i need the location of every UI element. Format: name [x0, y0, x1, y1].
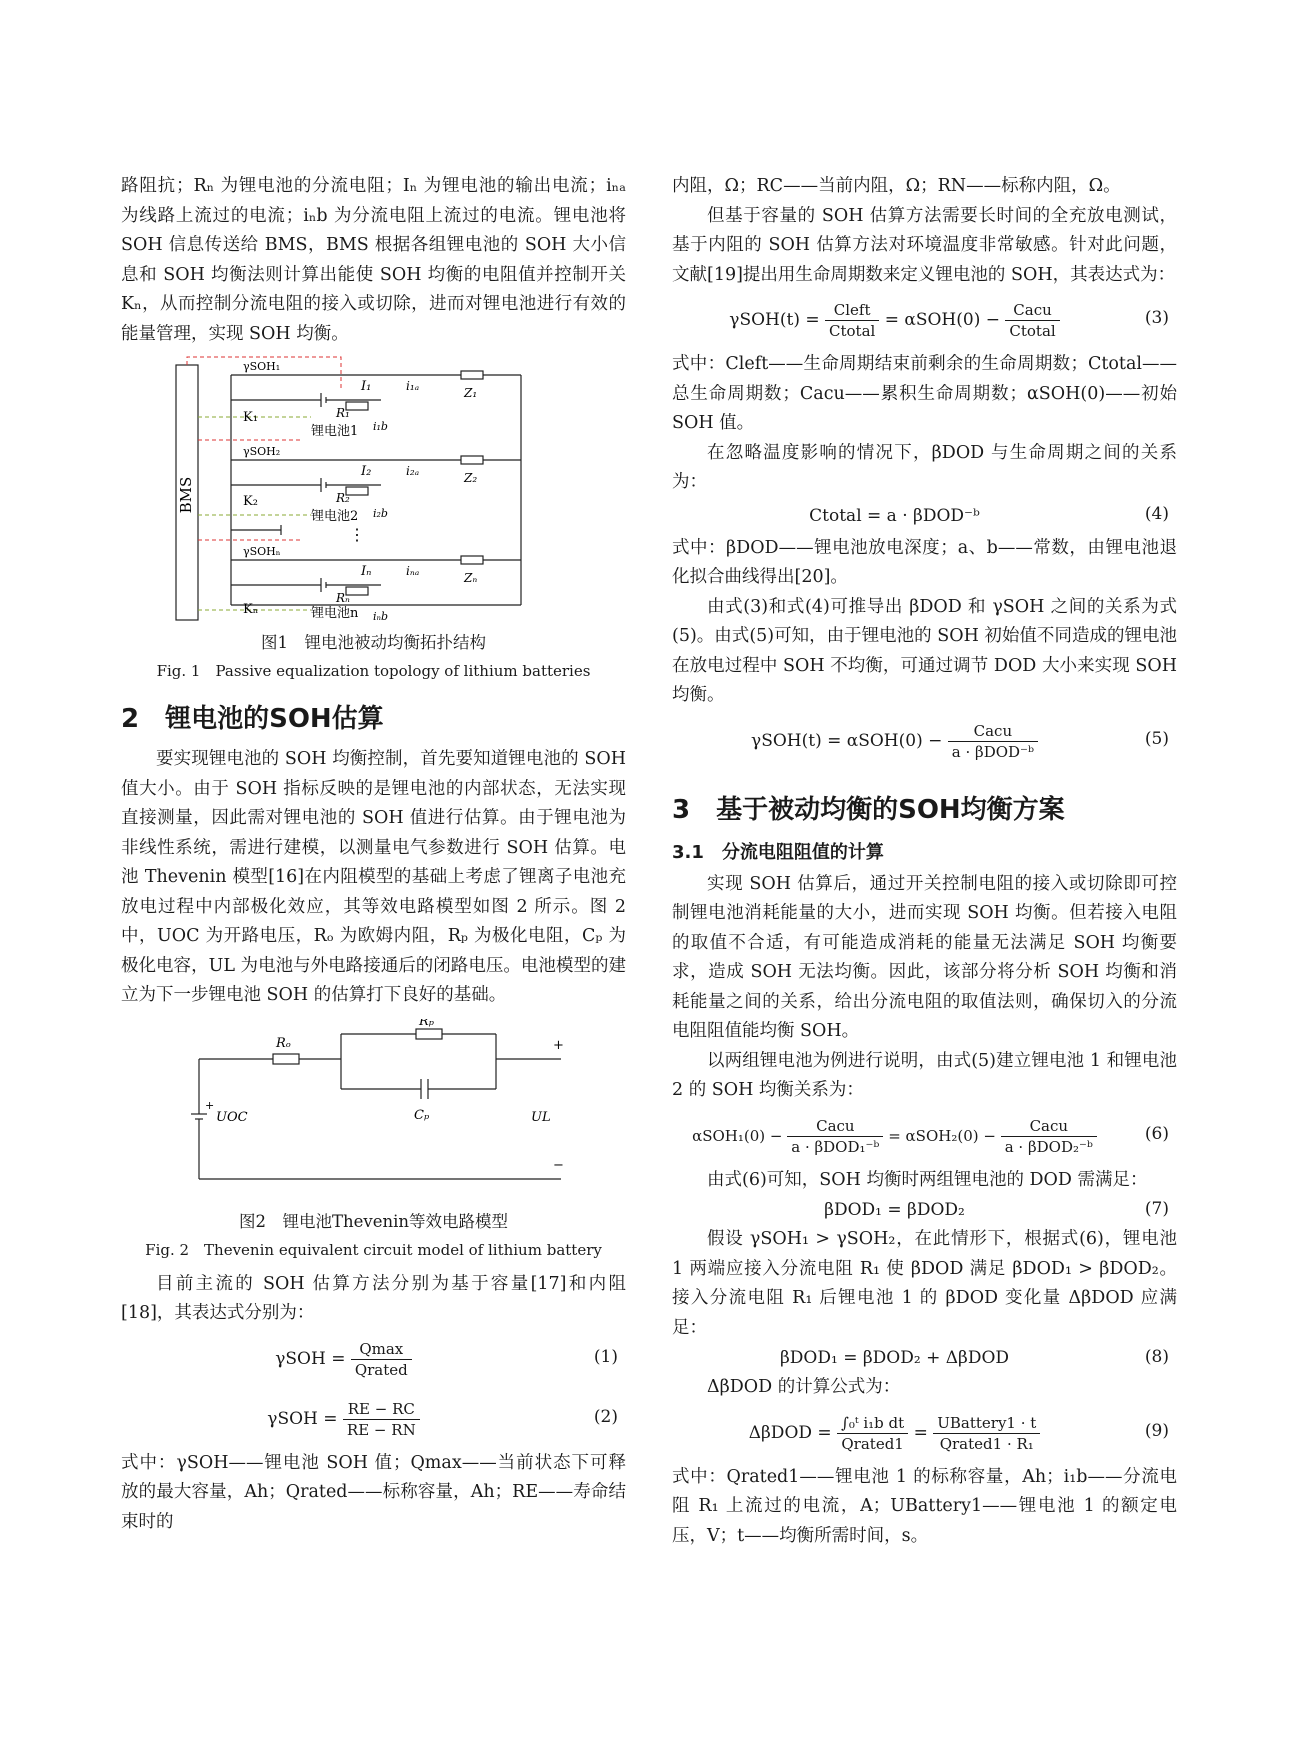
- plus-terminal: +: [553, 1037, 564, 1053]
- i1b-label: i₁b: [373, 420, 388, 433]
- eq3-den-1: Ctotal: [829, 322, 876, 340]
- eq1-denominator: Qrated: [354, 1360, 408, 1379]
- eq6-num-1: Cacu: [787, 1116, 883, 1137]
- battery-2-label: 锂电池2: [311, 509, 359, 524]
- right-column: [672, 172, 1177, 1551]
- eq6-den-2: a · βDOD₂⁻ᵇ: [1004, 1138, 1093, 1156]
- eq7-body: βDOD₁ = βDOD₂: [824, 1200, 965, 1220]
- eq6-num-2: Cacu: [1001, 1116, 1097, 1137]
- eq4-body: Ctotal = a · βDOD⁻ᵇ: [809, 505, 980, 526]
- equation-8: [672, 1343, 1177, 1373]
- eq5-denominator: a · βDOD⁻ᵇ: [951, 742, 1034, 761]
- eq9-mid: =: [913, 1422, 928, 1443]
- eq5-numerator: Cacu: [948, 721, 1038, 742]
- eq3-mid: = αSOH(0) −: [884, 310, 1000, 330]
- paragraph-delta: ΔβDOD 的计算公式为：: [707, 1377, 901, 1397]
- paragraph-intro: 路阻抗；Rₙ 为锂电池的分流电阻；Iₙ 为锂电池的输出电流；iₙₐ 为线路上流过的电流；iₙb 为分流电阻上流过的电流。锂电池将 SOH 信息传送给 BMS，BMS 根据各组锂电池的 SOH 大小信息和 SOH 均衡法则计算出能使 SOH 均衡的电阻值并控制开关 Kₙ，从而控制分流电阻的接入或切除，进而对锂电池进行有效的能量管理，实现 SOH 均衡。: [121, 176, 626, 344]
- ul-label: UL: [531, 1109, 551, 1125]
- paragraph-eq6-implies: 由式(6)可知，SOH 均衡时两组锂电池的 DOD 需满足：: [707, 1169, 1148, 1190]
- equation-9: [672, 1403, 1177, 1463]
- inb-label: iₙb: [373, 610, 389, 623]
- battery-n-label: 锂电池n: [311, 606, 359, 621]
- i2b-label: i₂b: [373, 507, 388, 520]
- eq6-a: αSOH₁(0) −: [692, 1126, 783, 1145]
- paragraph-derive: 由式(3)和式(4)可推导出 βDOD 和 γSOH 之间的关系为式(5)。由式(5)可知，由于锂电池的 SOH 初始值不同造成的锂电池在放电过程中 SOH 不均衡，可通过调节 DOD 大小来实现 SOH 均衡。: [672, 596, 1177, 705]
- eq8-number: (8): [1144, 1347, 1169, 1367]
- section-3-heading: 3 基于被动均衡的SOH均衡方案: [672, 794, 1065, 825]
- figure-2-caption-cn: 图2 锂电池Thevenin等效电路模型: [238, 1211, 508, 1231]
- paragraph-implementation: 实现 SOH 估算后，通过开关控制电阻的接入或切除即可控制锂电池消耗能量的大小，进而实现 SOH 均衡。但若接入电阻的取值不合适，有可能造成消耗的能量无法满足 SOH 均衡要求，造成 SOH 无法均衡。因此，该部分将分析 SOH 均衡和消耗能量之间的关系，给出分流电阻的取值法则，确保切入的分流电阻阻值能均衡 SOH。: [672, 873, 1177, 1041]
- rp-label: Rₚ: [419, 1018, 434, 1029]
- eq9-num-2: UBattery1 · t: [933, 1413, 1040, 1434]
- eq3-lhs: γSOH(t) =: [729, 310, 820, 330]
- eq9-den-1: Qrated1: [841, 1434, 904, 1453]
- eq7-number: (7): [1144, 1199, 1169, 1219]
- paragraph-soh-estimation: 要实现锂电池的 SOH 均衡控制，首先要知道锂电池的 SOH 值大小。由于 SOH 指标反映的是锂电池的内部状态，无法实现直接测量，因此需对锂电池的 SOH 值进行估算。由于锂电池为非线性系统，需进行建模，以测量电气参数进行 SOH 估算。电池 Thevenin 模型[16]在内阻模型的基础上考虑了锂离子电池充放电过程中内部极化效应，其等效电路模型如图 2 所示。图 2 中，UOC 为开路电压，Rₒ 为欧姆内阻，Rₚ 为极化电阻，Cₚ 为极化电容，UL 为电池与外电路接通后的闭路电压。电池模型的建立为下一步锂电池 SOH 的估算打下良好的基础。: [121, 749, 626, 1005]
- eq9-number: (9): [1144, 1420, 1169, 1441]
- paragraph-assume: 假设 γSOH₁ > γSOH₂，在此情形下，根据式(6)，锂电池 1 两端应接入分流电阻 R₁ 使 βDOD 满足 βDOD₁ > βDOD₂。接入分流电阻 R₁ 后锂电池 1 的 βDOD 变化量 ΔβDOD 应满足：: [672, 1229, 1177, 1338]
- paragraph-where-3: 式中：Cleft——生命周期结束前剩余的生命周期数；Ctotal——总生命周期数；Cacu——累积生命周期数；αSOH(0)——初始 SOH 值。: [672, 354, 1177, 433]
- paragraph-temperature: 在忽略温度影响的情况下，βDOD 与生命周期之间的关系为：: [672, 442, 1177, 492]
- in-label: Iₙ: [361, 564, 372, 579]
- ro-label: Rₒ: [276, 1035, 291, 1051]
- eq6-mid: = αSOH₂(0) −: [888, 1126, 996, 1145]
- passive-equalization-diagram: [121, 355, 626, 625]
- z2-label: Z₂: [464, 471, 478, 485]
- kn-label: Kₙ: [243, 602, 259, 617]
- eq3-num-1: Cleft: [825, 300, 879, 321]
- i1-label: I₁: [361, 379, 372, 394]
- paragraph-where-1-2: 式中：γSOH——锂电池 SOH 值；Qmax——当前状态下可释放的最大容量，Ah；Qrated——标称容量，Ah；RE——寿命结束时的: [121, 1452, 626, 1532]
- ina-label: iₙₐ: [406, 564, 420, 578]
- eq4-number: (4): [1144, 503, 1169, 524]
- eq6-number: (6): [1144, 1123, 1169, 1144]
- k2-label: K₂: [243, 494, 258, 509]
- equation-5: [672, 711, 1177, 771]
- equation-7: [672, 1195, 1177, 1225]
- eq3-num-2: Cacu: [1005, 300, 1059, 321]
- figure-2: [121, 1019, 626, 1264]
- eq2-number: (2): [593, 1406, 618, 1427]
- eq8-body: βDOD₁ = βDOD₂ + ΔβDOD: [779, 1348, 1010, 1368]
- bms-label: BMS: [177, 476, 195, 514]
- equation-3: [672, 290, 1177, 350]
- i2-label: I₂: [361, 464, 372, 479]
- eq2-lhs: γSOH =: [267, 1408, 338, 1429]
- figure-1-caption-cn: 图1 锂电池被动均衡拓扑结构: [261, 633, 486, 652]
- gamma-2-label: γSOH₂: [243, 445, 281, 458]
- eq9-lhs: ΔβDOD =: [748, 1422, 832, 1443]
- eq1-lhs: γSOH =: [275, 1348, 346, 1369]
- eq9-num-1: ∫₀ᵗ i₁b dt: [837, 1413, 908, 1434]
- equation-4: [672, 498, 1177, 534]
- eq3-number: (3): [1144, 308, 1169, 328]
- thevenin-circuit-diagram: [121, 1019, 626, 1204]
- eq5-lhs: γSOH(t) = αSOH(0) −: [751, 730, 943, 751]
- left-column: [121, 172, 626, 1537]
- figure-1-caption-en: Fig. 1 Passive equalization topology of lithium batteries: [156, 662, 591, 680]
- equation-2: [121, 1389, 626, 1449]
- uoc-label: UOC: [216, 1109, 248, 1125]
- eq2-numerator: RE − RC: [343, 1399, 420, 1420]
- eq5-number: (5): [1144, 728, 1169, 749]
- eq1-number: (1): [593, 1346, 618, 1367]
- gamma-n-label: γSOHₙ: [243, 545, 281, 558]
- rn-label: Rₙ: [336, 591, 350, 605]
- paragraph-two-groups: 以两组锂电池为例进行说明，由式(5)建立锂电池 1 和锂电池 2 的 SOH 均衡关系为：: [672, 1050, 1177, 1100]
- eq2-denominator: RE − RN: [346, 1420, 416, 1439]
- cp-label: Cₚ: [414, 1107, 430, 1123]
- paragraph-methods: 目前主流的 SOH 估算方法分别为基于容量[17]和内阻[18]，其表达式分别为：: [121, 1273, 626, 1323]
- equation-1: [121, 1329, 626, 1389]
- equation-6: [672, 1106, 1177, 1166]
- gamma-1-label: γSOH₁: [243, 360, 281, 373]
- figure-1: [121, 355, 626, 680]
- eq1-numerator: Qmax: [351, 1339, 412, 1360]
- zn-label: Zₙ: [464, 571, 478, 585]
- figure-2-caption-en: Fig. 2 Thevenin equivalent circuit model of lithium battery: [145, 1240, 602, 1259]
- section-2-heading: 2 锂电池的SOH估算: [121, 704, 384, 734]
- minus-terminal: −: [553, 1157, 564, 1173]
- eq3-den-2: Ctotal: [1009, 322, 1056, 340]
- section-3-1-heading: 3.1 分流电阻阻值的计算: [672, 841, 884, 863]
- i1a-label: i₁ₐ: [406, 379, 420, 393]
- paragraph-where-9: 式中：Qrated1——锂电池 1 的标称容量，Ah；i₁b——分流电阻 R₁ 上流过的电流，A；UBattery1——锂电池 1 的额定电压，V；t——均衡所需时间，s。: [672, 1466, 1177, 1546]
- r1-label: R₁: [336, 406, 350, 420]
- paragraph-where-4: 式中：βDOD——锂电池放电深度；a、b——常数，由锂电池退化拟合曲线得出[20]。: [672, 537, 1177, 587]
- paragraph-continued: 内阻，Ω；RC——当前内阻，Ω；RN——标称内阻，Ω。: [672, 176, 1121, 196]
- z1-label: Z₁: [464, 386, 478, 400]
- battery-plus: +: [205, 1098, 215, 1112]
- eq6-den-1: a · βDOD₁⁻ᵇ: [791, 1138, 880, 1156]
- k1-label: K₁: [243, 410, 258, 425]
- i2a-label: i₂ₐ: [406, 464, 420, 478]
- battery-1-label: 锂电池1: [311, 424, 359, 439]
- paragraph-limitations: 但基于容量的 SOH 估算方法需要长时间的全充放电测试，基于内阻的 SOH 估算方法对环境温度非常敏感。针对此问题，文献[19]提出用生命周期数来定义锂电池的 SOH，其表达式为：: [672, 205, 1177, 285]
- ellipsis-dots: ⋮: [349, 525, 365, 544]
- eq9-den-2: Qrated1 · R₁: [939, 1434, 1034, 1453]
- r2-label: R₂: [336, 491, 350, 505]
